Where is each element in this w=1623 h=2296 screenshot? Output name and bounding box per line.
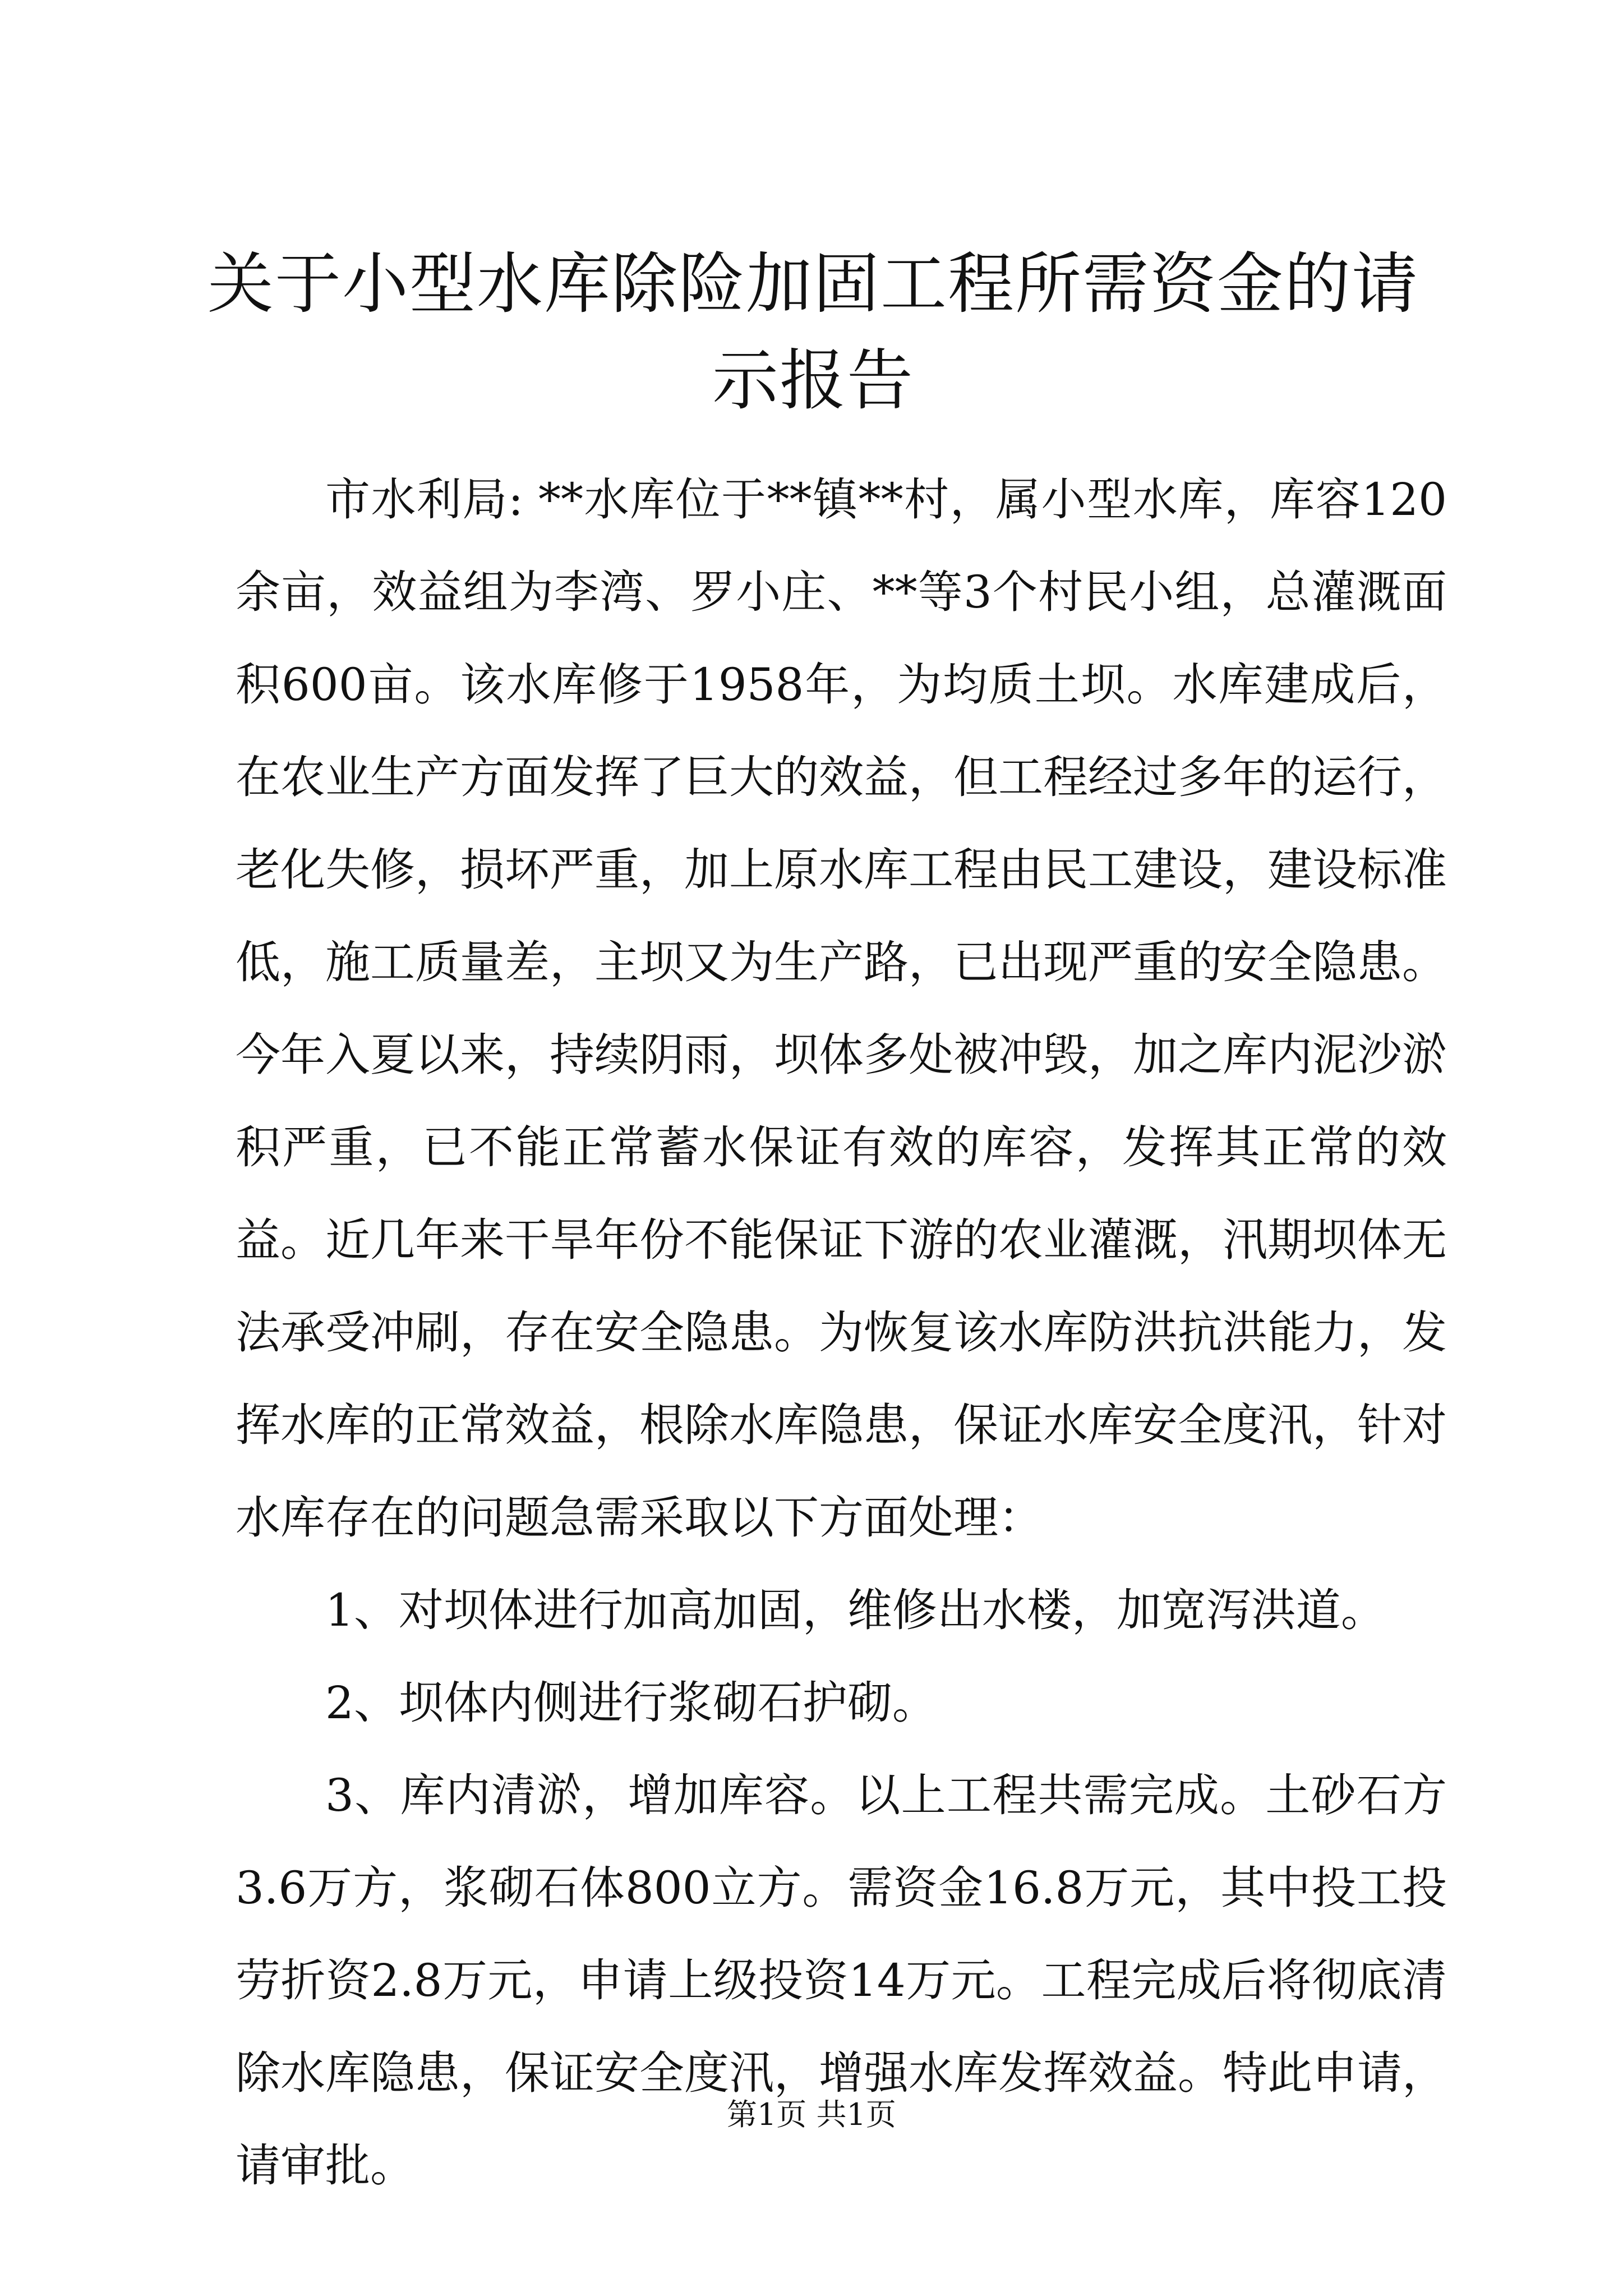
- document-body: [236, 453, 1447, 2212]
- page-footer: 第1页 共1页: [727, 2097, 896, 2132]
- paragraph-item-1: 1、对坝体进行加高加固，维修出水楼，加宽泻洪道。: [325, 1584, 1386, 1636]
- paragraph-item-3: 3、库内清淤，增加库容。以上工程共需完成。土砂石方3.6万方，浆砌石体800立方。需资金16.8万元，其中投工投劳折资2.8万元，申请上级投资14万元。工程完成后将彻底清除水库隐患，保证安全度汛，增强水库发挥效益。特此申请，请审批。: [236, 1769, 1447, 2192]
- paragraph-intro: 市水利局: **水库位于**镇**村，属小型水库，库容120余亩，效益组为李湾、罗小庄、**等3个村民小组，总灌溉面积600亩。该水库修于1958年，为均质土坝。水库建成后，在农业生产方面发挥了巨大的效益，但工程经过多年的运行，老化失修，损坏严重，加上原水库工程由民工建设，建设标准低，施工质量差，主坝又为生产路，已出现严重的安全隐患。今年入夏以来，持续阴雨，坝体多处被冲毁，加之库内泥沙淤积严重，已不能正常蓄水保证有效的库容，发挥其正常的效益。近几年来干旱年份不能保证下游的农业灌溉，汛期坝体无法承受冲刷，存在安全隐患。为恢复该水库防洪抗洪能力，发挥水库的正常效益，根除水库隐患，保证水库安全度汛，针对水库存在的问题急需采取以下方面处理：: [236, 473, 1447, 1544]
- document-title: 关于小型水库除险加固工程所需资金的请示报告: [207, 245, 1419, 419]
- paragraph-item-2: 2、坝体内侧进行浆砌石护砌。: [325, 1677, 937, 1729]
